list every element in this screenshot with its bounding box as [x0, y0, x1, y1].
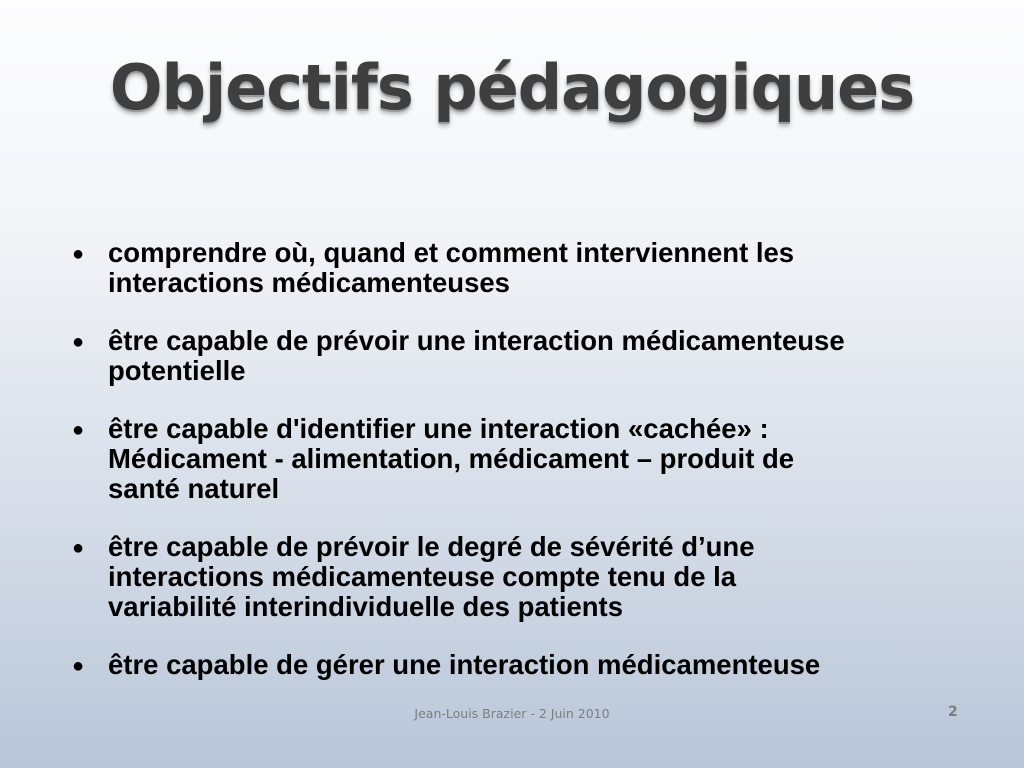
bullet-item: [72, 414, 972, 504]
bullet-item: [72, 532, 972, 622]
bullet-list: [72, 238, 972, 709]
bullet-dot-icon: ●: [72, 655, 85, 677]
page-number: 2: [948, 704, 958, 720]
bullet-item: [72, 326, 972, 386]
bullet-text: être capable de gérer une interaction médicamenteuse: [108, 649, 821, 680]
bullet-text: être capable de prévoir une interaction médicamenteuse potentielle: [108, 325, 845, 386]
bullet-dot-icon: ●: [72, 537, 85, 559]
bullet-dot-icon: ●: [72, 243, 85, 265]
bullet-text: être capable de prévoir le degré de sévérité d’une interactions médicamenteuse compte tenu de la variabilité interindividuelle des patients: [108, 531, 755, 622]
bullet-text: comprendre où, quand et comment interviennent les interactions médicamenteuses: [108, 237, 795, 298]
bullet-dot-icon: ●: [72, 419, 85, 441]
bullet-item: [72, 650, 972, 681]
bullet-item: [72, 238, 972, 298]
bullet-text: être capable d'identifier une interaction «cachée» : Médicament - alimentation, médicament – produit de santé naturel: [108, 413, 795, 504]
bullet-dot-icon: ●: [72, 331, 85, 353]
slide-footer: Jean-Louis Brazier - 2 Juin 2010: [414, 706, 610, 721]
slide-title: Objectifs pédagogiques: [109, 51, 915, 124]
